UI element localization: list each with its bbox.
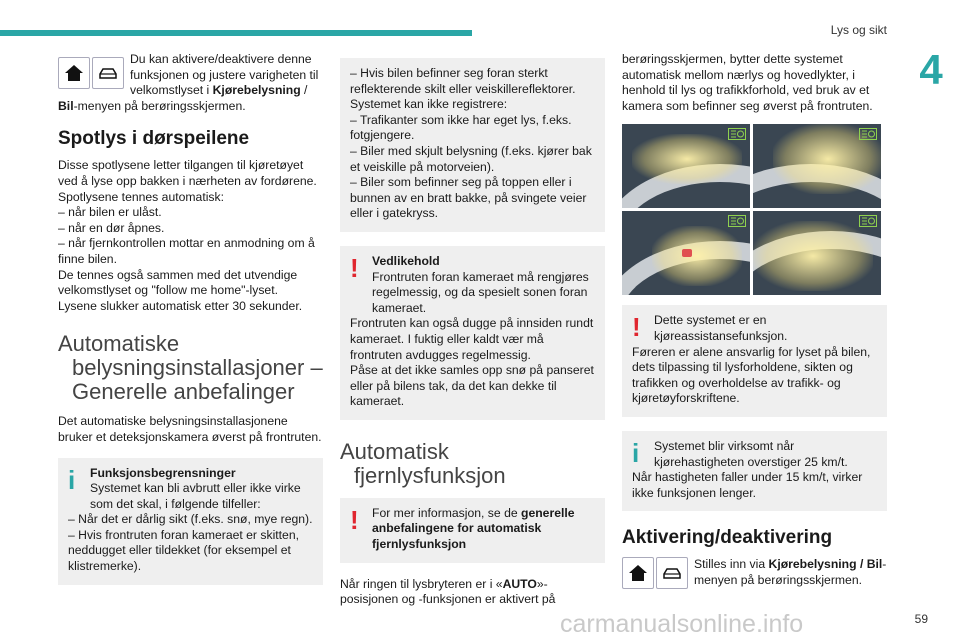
spotlys-line: – når bilen er ulåst. bbox=[58, 205, 162, 220]
box-line: – Biler som befinner seg på toppen eller i bunnen av en bratt bakke, på svingete veier eller i gatekryss. bbox=[350, 175, 587, 221]
spotlys-line: – når en dør åpnes. bbox=[58, 220, 165, 235]
box-line: – Trafikanter som ikke har eget lys, f.eks. fotgjengere. bbox=[350, 112, 572, 143]
limitations-continued bbox=[340, 58, 605, 232]
auto-lighting-text: Det automatiske belysningsinstallasjonene bruker et deteksjonskamera øverst på frontruten. bbox=[58, 414, 322, 444]
auto-high-beam-icon bbox=[728, 215, 746, 227]
speed-info-note bbox=[622, 431, 887, 511]
scene-curve-low-beam bbox=[753, 211, 881, 295]
reference-note: ! For mer informasjon, se de generelle anbefalingene for automatisk fjernlysfunksjon bbox=[340, 498, 605, 563]
maintenance-line: Frontruten foran kameraet må rengjøres regelmessig, og da spesielt sonen foran kameraet. bbox=[372, 269, 589, 315]
car-icon bbox=[656, 557, 688, 589]
info-first: Systemet blir virksomt når kjørehastigheten overstiger 25 km/t. bbox=[654, 438, 848, 469]
warning-icon: ! bbox=[350, 252, 359, 283]
warning-first: Dette systemet er en kjøreassistansefunksjon. bbox=[654, 313, 788, 343]
info-rest: Når hastigheten faller under 15 km/t, virker ikke funksjonen lenger. bbox=[632, 470, 863, 500]
home-icon bbox=[622, 557, 654, 589]
activation-text: Stilles inn via Kjørebelysning / Bil-menyen på berøringsskjermen. bbox=[694, 557, 887, 587]
spotlys-line: Spotlysene tennes automatisk: bbox=[58, 189, 224, 204]
box-line: – Hvis bilen befinner seg foran sterkt reflekterende skilt eller veiskillereflektorer. bbox=[350, 66, 576, 96]
box-line: Systemet kan ikke registrere: bbox=[350, 97, 508, 112]
limitations-note bbox=[58, 458, 323, 585]
car-icon bbox=[92, 57, 124, 89]
watermark: carmanualsonline.info bbox=[560, 610, 804, 638]
home-icon bbox=[58, 57, 90, 89]
ring-text: Når ringen til lysbryteren er i «AUTO»-posisjonen og -funksjonen er aktivert på bbox=[340, 576, 556, 607]
high-beam-text: berøringsskjermen, bytter dette systemet automatisk mellom nærlys og hovedlykter, i henhold til lys og trafikkforhold, ved bruk av et kamera som befinner seg øverst på frontruten. bbox=[622, 52, 873, 113]
driver-responsibility-note bbox=[622, 305, 887, 417]
scene-oncoming-vehicle bbox=[622, 211, 750, 295]
menu-icons bbox=[58, 57, 124, 89]
scene-high-beam-vehicle bbox=[753, 124, 881, 208]
note-line: – Når det er dårlig sikt (f.eks. snø, mye regn). bbox=[68, 512, 313, 527]
chapter-number: 4 bbox=[919, 46, 943, 93]
note-title: Funksjonsbegrensninger bbox=[90, 465, 236, 480]
spotlys-line: – når fjernkontrollen mottar en anmodning om å finne bilen. bbox=[58, 236, 315, 266]
auto-high-beam-icon bbox=[859, 215, 877, 227]
spotlys-line: Lysene slukker automatisk etter 30 sekunder. bbox=[58, 298, 303, 313]
column-2 bbox=[340, 52, 605, 608]
high-beam-illustrations bbox=[622, 124, 881, 295]
auto-high-beam-icon bbox=[728, 128, 746, 140]
intro-text: Du kan aktivere/deaktivere denne funksjonen og justere varigheten til velkomstlyset i Kjørebelysning / Bil-menyen på berøringsskjermen. bbox=[58, 52, 319, 113]
maintenance-note bbox=[340, 246, 605, 420]
activation-heading: Aktivering/deaktivering bbox=[622, 527, 833, 549]
section-title: Lys og sikt bbox=[830, 23, 887, 37]
scene-low-beam-curve bbox=[622, 124, 750, 208]
warning-rest: Føreren er alene ansvarlig for lyset på bilen, dets tilpassing til lysforholdene, sikten og trafikken og overholdelse av trafikk- og kjøretøyforskriftene. bbox=[632, 344, 871, 406]
maintenance-title: Vedlikehold bbox=[372, 253, 440, 268]
info-icon: i bbox=[68, 464, 76, 495]
auto-high-beam-icon bbox=[859, 128, 877, 140]
column-1 bbox=[58, 52, 323, 599]
header-accent-bar bbox=[0, 30, 472, 36]
auto-lighting-heading: Automatiske belysningsinstallasjoner – Generelle anbefalinger bbox=[58, 331, 323, 405]
menu-icons bbox=[622, 557, 688, 589]
spotlys-line: De tennes også sammen med det utvendige velkomstlyset og "follow me home"-lyset. bbox=[58, 267, 298, 298]
spotlys-line: Disse spotlysene letter tilgangen til kjøretøyet ved å lyse opp bakken i nærheten av fordørene. bbox=[58, 158, 317, 188]
spotlys-heading: Spotlys i dørspeilene bbox=[58, 128, 250, 150]
page-number: 59 bbox=[914, 612, 928, 626]
column-3 bbox=[622, 52, 887, 591]
note-line: Systemet kan bli avbrutt eller ikke virke som det skal, i følgende tilfeller: bbox=[90, 481, 301, 511]
warning-icon: ! bbox=[632, 312, 641, 343]
info-icon: i bbox=[632, 437, 640, 468]
warning-icon: ! bbox=[350, 504, 359, 535]
maintenance-line: Frontruten kan også dugge på innsiden rundt kameraet. I fuktig eller kaldt vær må frontruten avdugges regelmessig. bbox=[350, 316, 594, 362]
box-line: – Biler med skjult belysning (f.eks. kjører bak et veiskille på motorveien). bbox=[350, 143, 592, 174]
note-line: – Hvis frontruten foran kameraet er skitten, neddugget eller tildekket (for eksempel et klistremerke). bbox=[68, 527, 299, 574]
maintenance-line: Påse at det ikke samles opp snø på panseret eller på bilens tak, da det kan dekke til kameraet. bbox=[350, 363, 594, 409]
high-beam-heading: Automatisk fjernlysfunksjon bbox=[340, 438, 506, 488]
